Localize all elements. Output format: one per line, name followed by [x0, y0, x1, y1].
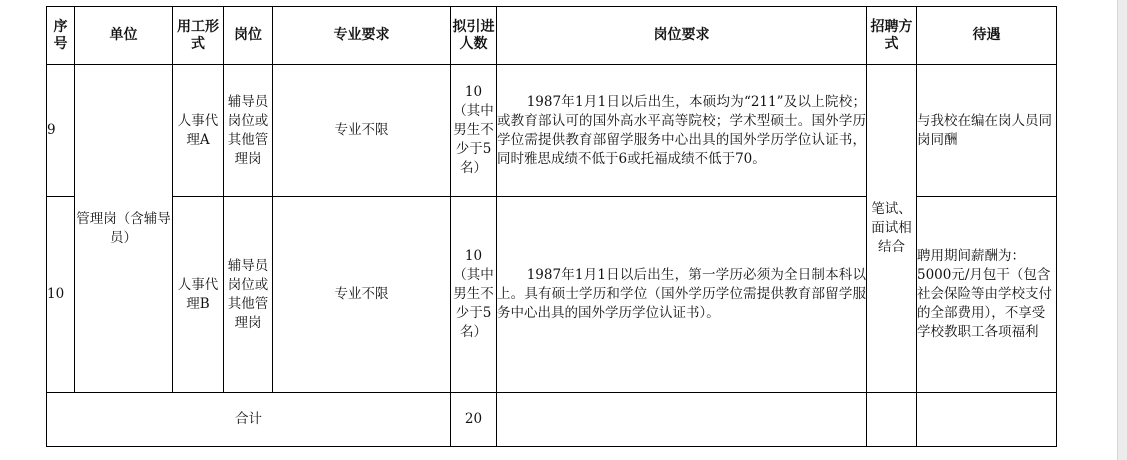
table-row: [47, 65, 1057, 197]
requirements-text: 1987年1月1日以后出生，本硕均为“211”及以上院校；或教育部认可的国外高水平高等院校；学术型硕士。国外学历学位需提供教育部留学服务中心出具的国外学历学位认证书，同时雅思成绩不低于6或托福成绩不低于70。: [497, 93, 866, 167]
header-treatment: 待遇: [917, 7, 1057, 65]
row-planned-count: 10（其中男生不少于5名）: [451, 197, 497, 393]
total-empty-method: [867, 393, 917, 447]
row-position: 辅导员岗位或其他管理岗: [224, 197, 273, 393]
row-major: 专业不限: [273, 197, 451, 393]
row-treatment: 与我校在编在岗人员同岗同酬: [917, 65, 1057, 197]
total-empty-requirements: [497, 393, 867, 447]
header-seq: 序号: [47, 7, 75, 65]
header-requirements: 岗位要求: [497, 7, 867, 65]
row-treatment: 聘用期间薪酬为：5000元/月包干（包含社会保险等由学校支付的全部费用），不享受学校教职工各项福利: [917, 197, 1057, 393]
unit-cell: 管理岗（含辅导员）: [75, 65, 173, 393]
total-count: 20: [451, 393, 497, 447]
total-empty-treatment: [917, 393, 1057, 447]
row-seq: 10: [47, 197, 75, 393]
header-position: 岗位: [224, 7, 273, 65]
row-seq: 9: [47, 65, 75, 197]
total-row: [47, 393, 1057, 447]
row-employment-form: 人事代理B: [173, 197, 224, 393]
row-major: 专业不限: [273, 65, 451, 197]
recruitment-table: [46, 6, 1057, 447]
header-unit: 单位: [75, 7, 173, 65]
row-requirements: [497, 65, 867, 197]
header-major: 专业要求: [273, 7, 451, 65]
row-requirements: [497, 197, 867, 393]
row-employment-form: 人事代理A: [173, 65, 224, 197]
recruit-method-cell: 笔试、面试相结合: [867, 65, 917, 393]
header-planned-count: 拟引进人数: [451, 7, 497, 65]
header-row: [47, 7, 1057, 65]
row-position: 辅导员岗位或其他管理岗: [224, 65, 273, 197]
header-employment-form: 用工形式: [173, 7, 224, 65]
row-planned-count: 10（其中男生不少于5名）: [451, 65, 497, 197]
requirements-text: 1987年1月1日以后出生，第一学历必须为全日制本科以上。具有硕士学历和学位（国外学历学位需提供教育部留学服务中心出具的国外学历学位认证书）。: [497, 267, 866, 321]
header-recruit-method: 招聘方式: [867, 7, 917, 65]
vertical-scrollbar[interactable]: [1117, 0, 1127, 460]
total-label: 合计: [47, 393, 451, 447]
